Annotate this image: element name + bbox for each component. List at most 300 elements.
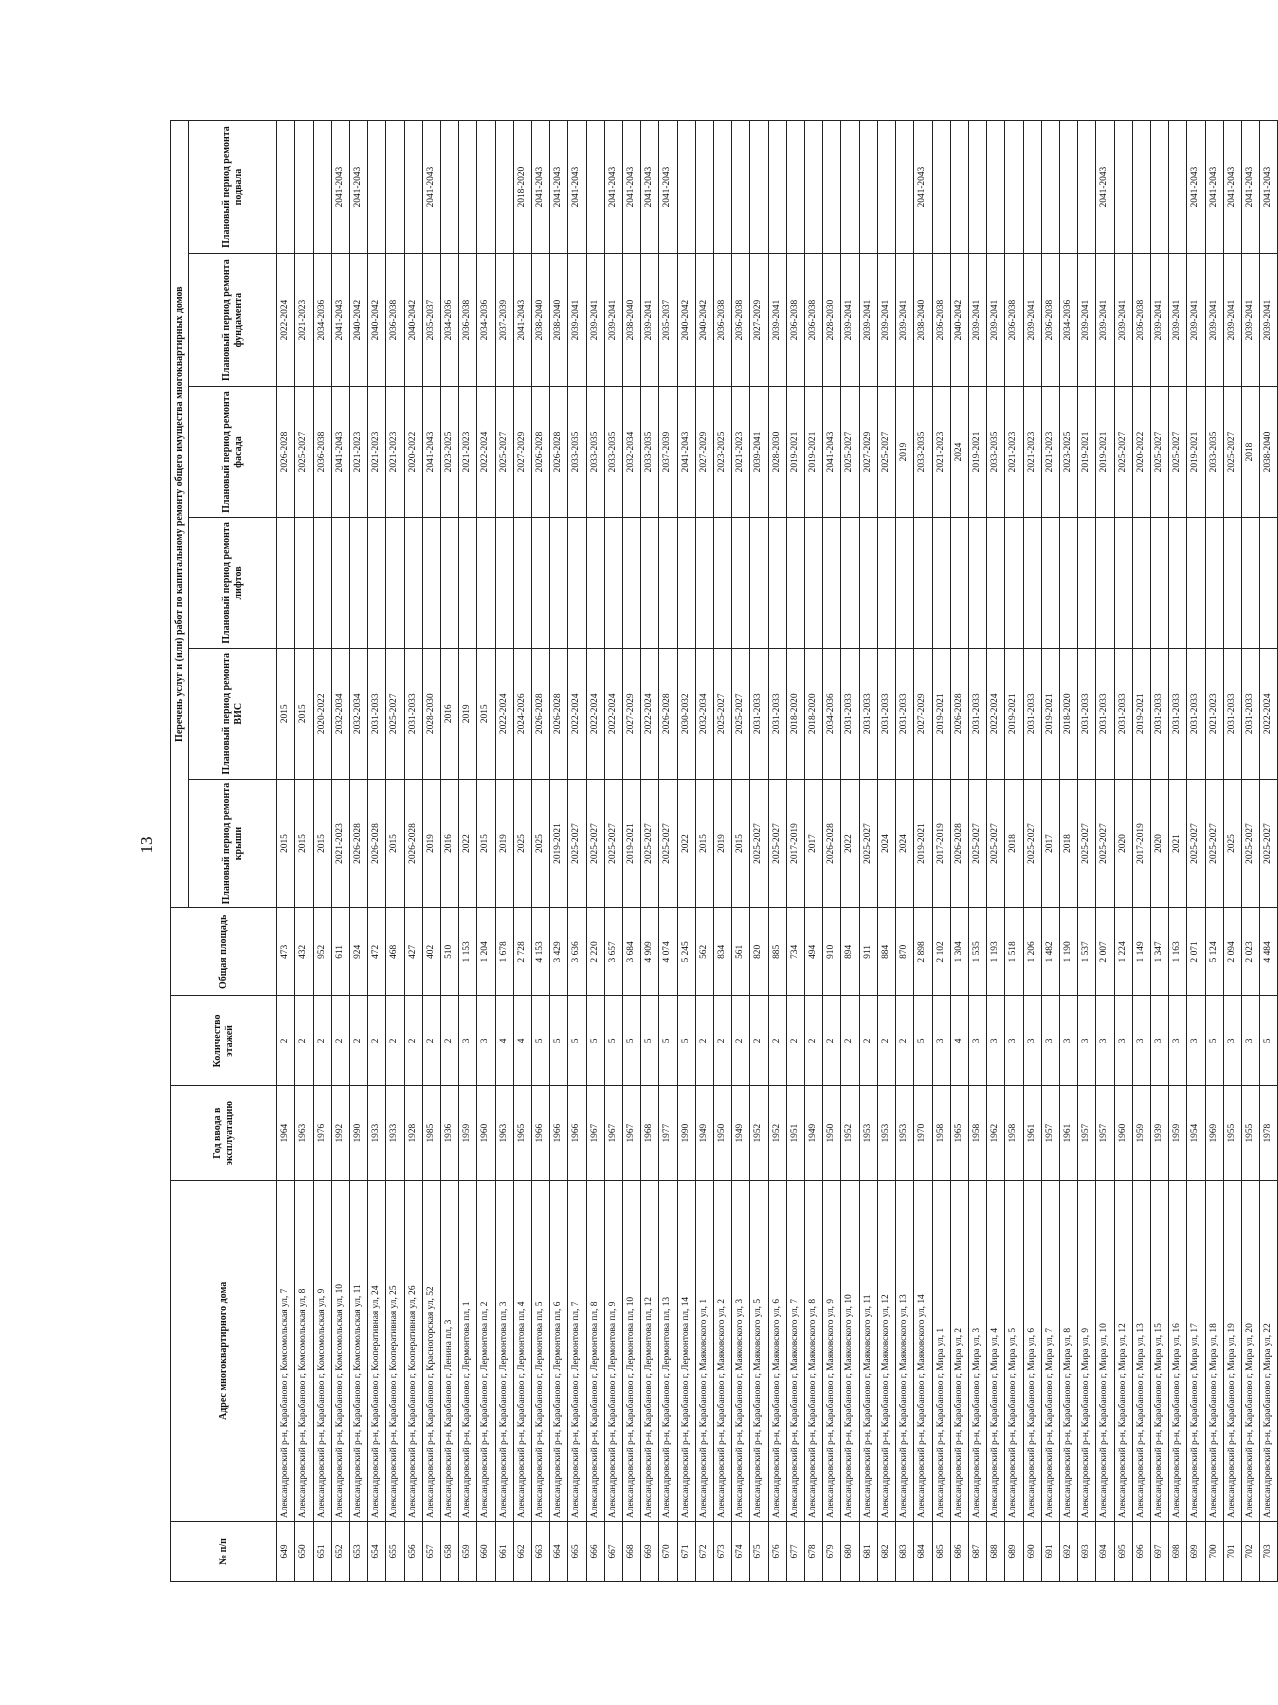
cell-basement	[477, 121, 495, 254]
cell-vis: 2022-2024	[641, 648, 659, 779]
cell-address: Александровский р-н, Карабаново г, Маяковского ул, 3	[732, 1180, 750, 1521]
cell-year: 1954	[1187, 1086, 1205, 1180]
cell-lifts	[932, 517, 950, 648]
cell-foundation: 2039-2041	[641, 254, 659, 387]
cell-address: Александровский р-н, Карабаново г, Мира ул, 3	[968, 1180, 986, 1521]
cell-vis: 2031-2033	[1169, 648, 1187, 779]
cell-basement: 2041-2043	[659, 121, 677, 254]
cell-roof: 2015	[695, 779, 713, 908]
cell-floors: 5	[532, 996, 550, 1086]
cell-basement: 2041-2043	[1096, 121, 1114, 254]
capital-repair-table	[170, 120, 1278, 1582]
cell-year: 1949	[732, 1086, 750, 1180]
cell-lifts	[768, 517, 786, 648]
table-row	[1187, 121, 1205, 1582]
cell-floors: 2	[422, 996, 440, 1086]
cell-vis: 2031-2033	[1223, 648, 1241, 779]
cell-year: 1967	[586, 1086, 604, 1180]
cell-area: 911	[859, 908, 877, 996]
cell-lifts	[331, 517, 349, 648]
cell-year: 1965	[513, 1086, 531, 1180]
cell-year: 1950	[714, 1086, 732, 1180]
cell-number: 670	[659, 1521, 677, 1581]
cell-number: 667	[604, 1521, 622, 1581]
table-row	[386, 121, 404, 1582]
cell-area: 611	[331, 908, 349, 996]
cell-lifts	[1241, 517, 1259, 648]
cell-address: Александровский р-н, Карабаново г, Мира ул, 8	[1059, 1180, 1077, 1521]
cell-basement: 2041-2043	[550, 121, 568, 254]
cell-address: Александровский р-н, Карабаново г, Комсомольская ул, 7	[277, 1180, 295, 1521]
cell-facade: 2033-2035	[1205, 387, 1223, 518]
cell-year: 1958	[1005, 1086, 1023, 1180]
table-row	[750, 121, 768, 1582]
cell-lifts	[659, 517, 677, 648]
cell-year: 1966	[532, 1086, 550, 1180]
cell-roof: 2026-2028	[950, 779, 968, 908]
cell-facade: 2019-2021	[1078, 387, 1096, 518]
cell-floors: 3	[1169, 996, 1187, 1086]
cell-foundation: 2028-2030	[823, 254, 841, 387]
cell-foundation: 2039-2041	[604, 254, 622, 387]
cell-vis: 2031-2033	[859, 648, 877, 779]
cell-roof: 2021	[1169, 779, 1187, 908]
cell-foundation: 2039-2041	[1205, 254, 1223, 387]
cell-lifts	[677, 517, 695, 648]
cell-foundation: 2040-2042	[350, 254, 368, 387]
cell-roof: 2019-2021	[550, 779, 568, 908]
cell-area: 3 657	[604, 908, 622, 996]
cell-vis: 2022-2024	[586, 648, 604, 779]
cell-address: Александровский р-н, Карабаново г, Мира ул, 13	[1132, 1180, 1150, 1521]
cell-vis: 2026-2028	[532, 648, 550, 779]
cell-year: 1933	[386, 1086, 404, 1180]
cell-foundation: 2039-2041	[1187, 254, 1205, 387]
cell-floors: 3	[987, 996, 1005, 1086]
cell-foundation: 2036-2038	[786, 254, 804, 387]
cell-roof: 2025-2027	[1078, 779, 1096, 908]
cell-roof: 2025-2027	[568, 779, 586, 908]
table-row	[623, 121, 641, 1582]
cell-floors: 2	[841, 996, 859, 1086]
cell-facade: 2033-2035	[641, 387, 659, 518]
cell-area: 1 163	[1169, 908, 1187, 996]
cell-number: 683	[896, 1521, 914, 1581]
cell-facade: 2026-2028	[550, 387, 568, 518]
cell-number: 668	[623, 1521, 641, 1581]
cell-facade: 2038-2040	[1260, 387, 1278, 518]
cell-lifts	[987, 517, 1005, 648]
cell-facade: 2033-2035	[987, 387, 1005, 518]
cell-address: Александровский р-н, Карабаново г, Мира ул, 2	[950, 1180, 968, 1521]
cell-area: 2 094	[1223, 908, 1241, 996]
cell-number: 687	[968, 1521, 986, 1581]
cell-area: 1 190	[1059, 908, 1077, 996]
cell-floors: 3	[477, 996, 495, 1086]
cell-vis: 2015	[277, 648, 295, 779]
cell-roof: 2025-2027	[750, 779, 768, 908]
cell-number: 692	[1059, 1521, 1077, 1581]
cell-floors: 2	[295, 996, 313, 1086]
cell-basement	[714, 121, 732, 254]
cell-number: 652	[331, 1521, 349, 1581]
cell-roof: 2025-2027	[1187, 779, 1205, 908]
cell-foundation: 2022-2024	[277, 254, 295, 387]
cell-address: Александровский р-н, Карабаново г, Маяковского ул, 1	[695, 1180, 713, 1521]
cell-facade: 2032-2034	[623, 387, 641, 518]
cell-floors: 2	[768, 996, 786, 1086]
cell-floors: 2	[877, 996, 895, 1086]
cell-year: 1955	[1223, 1086, 1241, 1180]
cell-foundation: 2040-2042	[404, 254, 422, 387]
cell-lifts	[1150, 517, 1168, 648]
cell-vis: 2032-2034	[695, 648, 713, 779]
cell-vis: 2031-2033	[896, 648, 914, 779]
cell-lifts	[877, 517, 895, 648]
cell-number: 653	[350, 1521, 368, 1581]
cell-vis: 2031-2033	[1187, 648, 1205, 779]
cell-number: 656	[404, 1521, 422, 1581]
table-row	[495, 121, 513, 1582]
cell-address: Александровский р-н, Карабаново г, Комсомольская ул, 11	[350, 1180, 368, 1521]
table-row	[331, 121, 349, 1582]
cell-year: 1958	[968, 1086, 986, 1180]
cell-basement	[495, 121, 513, 254]
cell-foundation: 2039-2041	[568, 254, 586, 387]
cell-vis: 2025-2027	[386, 648, 404, 779]
cell-number: 657	[422, 1521, 440, 1581]
cell-foundation: 2039-2041	[859, 254, 877, 387]
cell-facade: 2041-2043	[331, 387, 349, 518]
cell-foundation: 2036-2038	[732, 254, 750, 387]
cell-area: 432	[295, 908, 313, 996]
cell-roof: 2019	[495, 779, 513, 908]
table-row	[896, 121, 914, 1582]
cell-number: 696	[1132, 1521, 1150, 1581]
cell-year: 1939	[1150, 1086, 1168, 1180]
table-row	[877, 121, 895, 1582]
cell-floors: 3	[1041, 996, 1059, 1086]
cell-lifts	[459, 517, 477, 648]
cell-number: 660	[477, 1521, 495, 1581]
cell-vis: 2025-2027	[732, 648, 750, 779]
cell-lifts	[277, 517, 295, 648]
cell-basement: 2041-2043	[568, 121, 586, 254]
cell-lifts	[695, 517, 713, 648]
cell-facade: 2025-2027	[495, 387, 513, 518]
cell-year: 1955	[1241, 1086, 1259, 1180]
cell-area: 834	[714, 908, 732, 996]
cell-facade: 2025-2027	[1150, 387, 1168, 518]
cell-foundation: 2034-2036	[313, 254, 331, 387]
cell-address: Александровский р-н, Карабаново г, Мира ул, 5	[1005, 1180, 1023, 1521]
cell-lifts	[495, 517, 513, 648]
cell-area: 924	[350, 908, 368, 996]
cell-area: 820	[750, 908, 768, 996]
cell-basement	[277, 121, 295, 254]
table-row	[1241, 121, 1259, 1582]
cell-number: 673	[714, 1521, 732, 1581]
cell-address: Александровский р-н, Карабаново г, Лермонтова пл, 12	[641, 1180, 659, 1521]
cell-vis: 2018-2020	[805, 648, 823, 779]
cell-foundation: 2039-2041	[768, 254, 786, 387]
cell-facade: 2021-2023	[459, 387, 477, 518]
cell-roof: 2025-2027	[1096, 779, 1114, 908]
cell-year: 1976	[313, 1086, 331, 1180]
page-number: 13	[137, 836, 156, 854]
cell-roof: 2025	[532, 779, 550, 908]
col-header-number: № п/п	[171, 1521, 277, 1581]
cell-roof: 2018	[1005, 779, 1023, 908]
cell-foundation: 2036-2038	[1132, 254, 1150, 387]
cell-facade: 2021-2023	[1023, 387, 1041, 518]
cell-year: 1965	[950, 1086, 968, 1180]
cell-number: 674	[732, 1521, 750, 1581]
cell-address: Александровский р-н, Карабаново г, Лермонтова пл, 10	[623, 1180, 641, 1521]
cell-facade: 2025-2027	[1169, 387, 1187, 518]
table-row	[295, 121, 313, 1582]
cell-floors: 3	[1078, 996, 1096, 1086]
cell-basement: 2041-2043	[1241, 121, 1259, 254]
cell-basement: 2041-2043	[641, 121, 659, 254]
col-header-vis: Плановый период ремонта ВИС	[189, 648, 277, 779]
cell-address: Александровский р-н, Карабаново г, Мира ул, 19	[1223, 1180, 1241, 1521]
cell-floors: 3	[459, 996, 477, 1086]
cell-number: 665	[568, 1521, 586, 1581]
cell-number: 672	[695, 1521, 713, 1581]
table-row	[859, 121, 877, 1582]
table-row	[1041, 121, 1059, 1582]
cell-address: Александровский р-н, Карабаново г, Мира ул, 6	[1023, 1180, 1041, 1521]
cell-basement	[786, 121, 804, 254]
cell-vis: 2022-2024	[495, 648, 513, 779]
cell-floors: 2	[732, 996, 750, 1086]
cell-floors: 4	[950, 996, 968, 1086]
cell-vis: 2019-2021	[932, 648, 950, 779]
cell-roof: 2025	[513, 779, 531, 908]
cell-vis: 2031-2033	[1023, 648, 1041, 779]
cell-basement: 2041-2043	[604, 121, 622, 254]
cell-lifts	[1005, 517, 1023, 648]
cell-number: 695	[1114, 1521, 1132, 1581]
cell-address: Александровский р-н, Карабаново г, Лермонтова пл, 5	[532, 1180, 550, 1521]
cell-foundation: 2039-2041	[1169, 254, 1187, 387]
cell-year: 1960	[477, 1086, 495, 1180]
cell-address: Александровский р-н, Карабаново г, Мира ул, 12	[1114, 1180, 1132, 1521]
cell-area: 1 224	[1114, 908, 1132, 996]
cell-vis: 2019-2021	[1132, 648, 1150, 779]
cell-foundation: 2038-2040	[550, 254, 568, 387]
cell-vis: 2016	[441, 648, 459, 779]
cell-vis: 2022-2024	[1260, 648, 1278, 779]
cell-floors: 3	[1005, 996, 1023, 1086]
cell-area: 2 071	[1187, 908, 1205, 996]
cell-address: Александровский р-н, Карабаново г, Мира ул, 4	[987, 1180, 1005, 1521]
table-row	[586, 121, 604, 1582]
cell-floors: 5	[623, 996, 641, 1086]
cell-number: 688	[987, 1521, 1005, 1581]
cell-area: 1 193	[987, 908, 1005, 996]
cell-floors: 2	[331, 996, 349, 1086]
cell-roof: 2017	[805, 779, 823, 908]
cell-facade: 2022-2024	[477, 387, 495, 518]
cell-number: 666	[586, 1521, 604, 1581]
table-row	[422, 121, 440, 1582]
cell-floors: 2	[313, 996, 331, 1086]
cell-address: Александровский р-н, Карабаново г, Маяковского ул, 8	[805, 1180, 823, 1521]
cell-basement	[823, 121, 841, 254]
cell-year: 1963	[295, 1086, 313, 1180]
cell-lifts	[623, 517, 641, 648]
cell-floors: 3	[1223, 996, 1241, 1086]
cell-year: 1978	[1260, 1086, 1278, 1180]
cell-facade: 2033-2035	[914, 387, 932, 518]
cell-lifts	[641, 517, 659, 648]
cell-foundation: 2035-2037	[659, 254, 677, 387]
cell-address: Александровский р-н, Карабаново г, Кооперативная ул, 24	[368, 1180, 386, 1521]
cell-year: 1966	[568, 1086, 586, 1180]
cell-facade: 2021-2023	[386, 387, 404, 518]
cell-basement	[1169, 121, 1187, 254]
cell-year: 1957	[1041, 1086, 1059, 1180]
cell-facade: 2041-2043	[422, 387, 440, 518]
cell-year: 1967	[604, 1086, 622, 1180]
cell-foundation: 2034-2036	[1059, 254, 1077, 387]
cell-year: 1949	[695, 1086, 713, 1180]
cell-address: Александровский р-н, Карабаново г, Маяковского ул, 13	[896, 1180, 914, 1521]
cell-vis: 2028-2030	[422, 648, 440, 779]
cell-facade: 2025-2027	[1223, 387, 1241, 518]
cell-year: 1977	[659, 1086, 677, 1180]
table-body	[277, 121, 1278, 1582]
cell-address: Александровский р-н, Карабаново г, Мира ул, 10	[1096, 1180, 1114, 1521]
col-header-foundation: Плановый период ремонта фундамента	[189, 254, 277, 387]
cell-facade: 2026-2028	[532, 387, 550, 518]
table-row	[1059, 121, 1077, 1582]
cell-roof: 2025-2027	[1205, 779, 1223, 908]
cell-lifts	[1059, 517, 1077, 648]
cell-basement	[968, 121, 986, 254]
cell-area: 562	[695, 908, 713, 996]
cell-number: 693	[1078, 1521, 1096, 1581]
cell-area: 894	[841, 908, 859, 996]
cell-address: Александровский р-н, Карабаново г, Комсомольская ул, 10	[331, 1180, 349, 1521]
cell-lifts	[604, 517, 622, 648]
cell-lifts	[841, 517, 859, 648]
cell-foundation: 2035-2037	[422, 254, 440, 387]
cell-basement: 2041-2043	[1205, 121, 1223, 254]
table-row	[768, 121, 786, 1582]
cell-floors: 2	[896, 996, 914, 1086]
table-row	[695, 121, 713, 1582]
cell-number: 689	[1005, 1521, 1023, 1581]
cell-floors: 2	[350, 996, 368, 1086]
cell-area: 472	[368, 908, 386, 996]
cell-lifts	[1260, 517, 1278, 648]
cell-area: 4 484	[1260, 908, 1278, 996]
cell-floors: 2	[786, 996, 804, 1086]
table-row	[823, 121, 841, 1582]
cell-number: 698	[1169, 1521, 1187, 1581]
cell-roof: 2017-2019	[786, 779, 804, 908]
cell-roof: 2025-2027	[987, 779, 1005, 908]
table-row	[550, 121, 568, 1582]
cell-basement	[950, 121, 968, 254]
cell-roof: 2017-2019	[932, 779, 950, 908]
cell-foundation: 2034-2036	[441, 254, 459, 387]
cell-floors: 5	[604, 996, 622, 1086]
cell-basement: 2041-2043	[1260, 121, 1278, 254]
cell-year: 1933	[368, 1086, 386, 1180]
table-row	[1150, 121, 1168, 1582]
cell-year: 1967	[623, 1086, 641, 1180]
table-row	[841, 121, 859, 1582]
cell-floors: 2	[404, 996, 422, 1086]
cell-number: 700	[1205, 1521, 1223, 1581]
cell-address: Александровский р-н, Карабаново г, Маяковского ул, 11	[859, 1180, 877, 1521]
cell-floors: 3	[1059, 996, 1077, 1086]
cell-floors: 2	[714, 996, 732, 1086]
cell-year: 1960	[1114, 1086, 1132, 1180]
cell-address: Александровский р-н, Карабаново г, Комсомольская ул, 9	[313, 1180, 331, 1521]
cell-facade: 2041-2043	[677, 387, 695, 518]
cell-address: Александровский р-н, Карабаново г, Маяковского ул, 12	[877, 1180, 895, 1521]
cell-lifts	[1023, 517, 1041, 648]
cell-year: 1936	[441, 1086, 459, 1180]
cell-area: 3 684	[623, 908, 641, 996]
cell-address: Александровский р-н, Карабаново г, Лермонтова пл, 13	[659, 1180, 677, 1521]
cell-facade: 2023-2025	[441, 387, 459, 518]
cell-basement	[1150, 121, 1168, 254]
cell-roof: 2025-2027	[659, 779, 677, 908]
cell-year: 1957	[1078, 1086, 1096, 1180]
table-row	[641, 121, 659, 1582]
cell-basement: 2018-2020	[513, 121, 531, 254]
cell-vis: 2031-2033	[404, 648, 422, 779]
table-row	[1078, 121, 1096, 1582]
cell-roof: 2025-2027	[768, 779, 786, 908]
cell-roof: 2015	[477, 779, 495, 908]
cell-floors: 2	[441, 996, 459, 1086]
cell-number: 701	[1223, 1521, 1241, 1581]
cell-basement	[1023, 121, 1041, 254]
cell-area: 734	[786, 908, 804, 996]
cell-lifts	[386, 517, 404, 648]
cell-vis: 2019-2021	[1005, 648, 1023, 779]
cell-foundation: 2039-2041	[1223, 254, 1241, 387]
cell-roof: 2025-2027	[1023, 779, 1041, 908]
cell-year: 1952	[768, 1086, 786, 1180]
cell-roof: 2021-2023	[331, 779, 349, 908]
cell-year: 1961	[1023, 1086, 1041, 1180]
cell-facade: 2028-2030	[768, 387, 786, 518]
cell-area: 1 678	[495, 908, 513, 996]
cell-number: 679	[823, 1521, 841, 1581]
cell-vis: 2034-2036	[823, 648, 841, 779]
cell-floors: 5	[1260, 996, 1278, 1086]
cell-vis: 2018-2020	[786, 648, 804, 779]
cell-number: 663	[532, 1521, 550, 1581]
cell-lifts	[532, 517, 550, 648]
cell-foundation: 2041-2043	[331, 254, 349, 387]
cell-basement: 2041-2043	[1223, 121, 1241, 254]
cell-foundation: 2039-2041	[1260, 254, 1278, 387]
cell-floors: 2	[386, 996, 404, 1086]
cell-floors: 5	[1205, 996, 1223, 1086]
cell-roof: 2025-2027	[604, 779, 622, 908]
cell-roof: 2025-2027	[968, 779, 986, 908]
table-row	[477, 121, 495, 1582]
